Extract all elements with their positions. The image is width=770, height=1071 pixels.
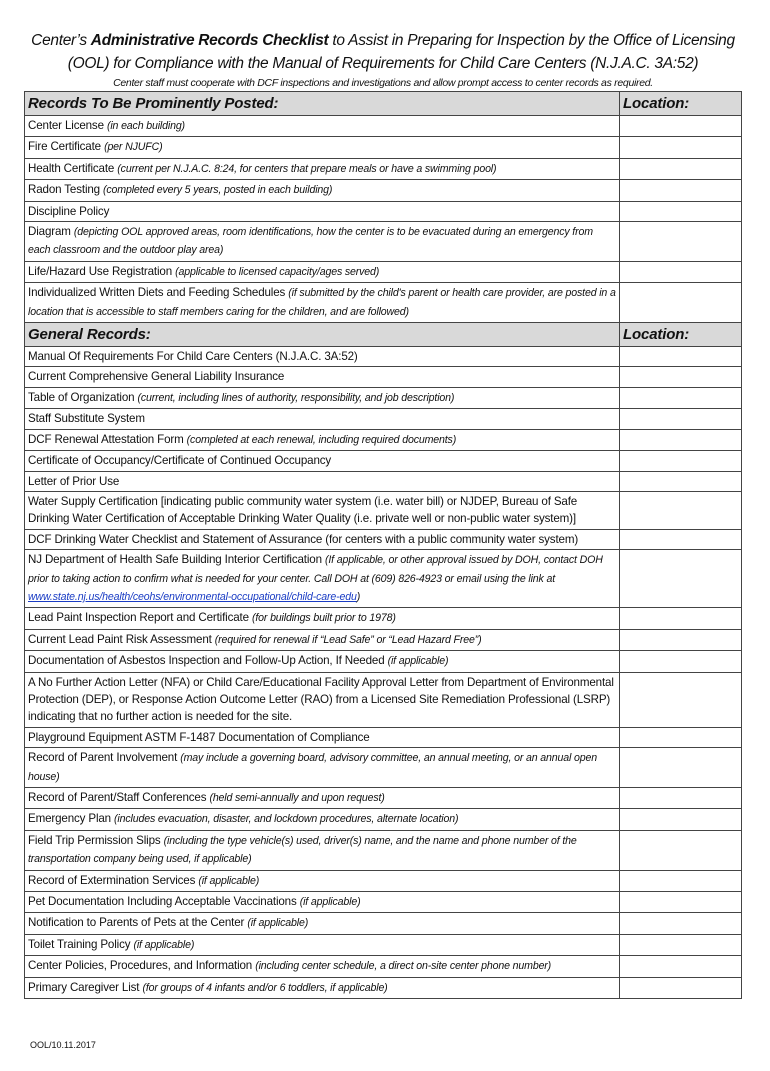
location-header: Location: bbox=[620, 92, 742, 116]
item-note: (including center schedule, a direct on-site center phone number) bbox=[255, 960, 552, 973]
table-row bbox=[25, 347, 742, 367]
item-note: (held semi-annually and upon request) bbox=[209, 792, 385, 804]
table-row bbox=[25, 261, 742, 282]
location-field[interactable] bbox=[620, 409, 742, 429]
item-name: Current Comprehensive General Liability Insurance bbox=[28, 370, 285, 384]
title bbox=[24, 29, 742, 52]
table-row bbox=[25, 409, 742, 429]
location-field[interactable] bbox=[620, 913, 742, 934]
item-name: Health Certificate bbox=[28, 161, 118, 175]
table-row bbox=[25, 283, 742, 323]
item-note: (may include a governing board, advisory committee, an annual meeting, or an annual open house) bbox=[28, 752, 597, 783]
item-note: (current, including lines of authority, responsibility, and job description) bbox=[137, 391, 455, 404]
location-field[interactable] bbox=[620, 934, 742, 955]
item-note: (completed at each renewal, including required documents) bbox=[186, 433, 457, 446]
item-cell bbox=[25, 429, 620, 450]
item-note: (including the type vehicle(s) used, driver(s) name, and the name and phone number of the transportation company being used, if applicable) bbox=[28, 834, 577, 866]
table-row bbox=[25, 809, 742, 830]
location-field[interactable] bbox=[620, 727, 742, 747]
item-name: Fire Certificate bbox=[28, 140, 105, 154]
item-cell bbox=[25, 261, 620, 282]
item-name: Individualized Written Diets and Feeding Schedules bbox=[28, 286, 289, 300]
location-field[interactable] bbox=[620, 471, 742, 491]
item-name: DCF Renewal Attestation Form bbox=[28, 432, 187, 446]
records-table bbox=[24, 91, 742, 999]
table-row bbox=[25, 529, 742, 549]
item-name: Pet Documentation Including Acceptable Vaccinations bbox=[28, 895, 300, 909]
item-cell bbox=[25, 201, 620, 221]
subtitle: Center staff must cooperate with DCF inspections and investigations and allow prompt access to center records as required. bbox=[113, 77, 653, 89]
location-field[interactable] bbox=[620, 672, 742, 727]
table-row bbox=[25, 956, 742, 977]
location-field[interactable] bbox=[620, 451, 742, 471]
section-header bbox=[25, 323, 742, 347]
item-note: (current per N.J.A.C. 8:24, for centers that prepare meals or have a swimming pool) bbox=[117, 162, 497, 175]
item-cell bbox=[25, 222, 620, 262]
item-name: Water Supply Certification [indicating public community water system (i.e. water bill) or NJDEP, Bureau of Safe Drinking Water Certification of Acceptable Drinking Water Quality (i.e. private well or non-public water system)] bbox=[28, 494, 578, 526]
item-cell bbox=[25, 283, 620, 323]
item-note: (for groups of 4 infants and/or 6 toddlers, if applicable) bbox=[142, 981, 388, 994]
item-note: (includes evacuation, disaster, and lockdown procedures, alternate location) bbox=[114, 813, 459, 826]
location-field[interactable] bbox=[620, 977, 742, 998]
table-row bbox=[25, 629, 742, 650]
item-name: NJ Department of Health Safe Building Interior Certification bbox=[28, 553, 325, 567]
item-cell bbox=[25, 913, 620, 934]
section-header bbox=[25, 92, 742, 116]
item-cell bbox=[25, 116, 620, 137]
location-field[interactable] bbox=[620, 347, 742, 367]
location-field[interactable] bbox=[620, 201, 742, 221]
item-cell bbox=[25, 830, 620, 870]
item-name: Documentation of Asbestos Inspection and Follow-Up Action, If Needed bbox=[28, 654, 388, 668]
item-cell bbox=[25, 934, 620, 955]
item-name: Staff Substitute System bbox=[28, 412, 145, 426]
item-note: (if applicable) bbox=[247, 917, 309, 930]
location-field[interactable] bbox=[620, 788, 742, 809]
item-name: DCF Drinking Water Checklist and Statement of Assurance (for centers with a public community water system) bbox=[28, 532, 579, 546]
footer-code: OOL/10.11.2017 bbox=[30, 1040, 96, 1051]
item-cell bbox=[25, 608, 620, 629]
table-row bbox=[25, 651, 742, 672]
item-name: Record of Parent/Staff Conferences bbox=[28, 791, 210, 804]
item-note: (If applicable, or other approval issued by DOH, contact DOH prior to taking action to confirm what is needed for your center. Call DOH at (609) 826-4923 or email using the link at bbox=[28, 554, 603, 585]
table-row bbox=[25, 748, 742, 788]
title-bold: Administrative Records Checklist bbox=[90, 32, 329, 49]
table-row bbox=[25, 892, 742, 913]
table-row bbox=[25, 870, 742, 891]
table-row bbox=[25, 116, 742, 137]
item-name: Playground Equipment ASTM F-1487 Documentation of Compliance bbox=[28, 730, 370, 744]
item-note: (applicable to licensed capacity/ages served) bbox=[175, 265, 380, 278]
item-cell bbox=[25, 158, 620, 179]
table-row bbox=[25, 727, 742, 747]
checklist bbox=[24, 29, 742, 999]
table-row bbox=[25, 429, 742, 450]
item-cell bbox=[25, 748, 620, 788]
table-row bbox=[25, 180, 742, 201]
location-field[interactable] bbox=[620, 491, 742, 529]
location-field[interactable] bbox=[620, 158, 742, 179]
item-cell bbox=[25, 387, 620, 408]
location-field[interactable] bbox=[620, 608, 742, 629]
item-cell bbox=[25, 892, 620, 913]
item-cell bbox=[25, 137, 620, 158]
item-cell bbox=[25, 629, 620, 650]
section-title: Records To Be Prominently Posted: bbox=[25, 92, 620, 116]
item-name: Life/Hazard Use Registration bbox=[28, 264, 176, 278]
item-cell bbox=[25, 347, 620, 367]
doh-link[interactable]: www.state.nj.us/health/ceohs/environmental-occupational/child-care-edu bbox=[28, 590, 357, 603]
table-row bbox=[25, 913, 742, 934]
item-note-end: ) bbox=[356, 590, 361, 603]
location-field[interactable] bbox=[620, 748, 742, 788]
table-row bbox=[25, 367, 742, 387]
item-note: (required for renewal if “Lead Safe” or “Lead Hazard Free”) bbox=[214, 633, 482, 646]
item-cell bbox=[25, 788, 620, 809]
title-pre: Center’s bbox=[31, 32, 91, 49]
item-note: (if applicable) bbox=[387, 655, 449, 668]
item-name: Diagram bbox=[28, 225, 74, 239]
location-field[interactable] bbox=[620, 629, 742, 650]
item-name: Field Trip Permission Slips bbox=[28, 833, 164, 847]
location-field[interactable] bbox=[620, 222, 742, 262]
location-field[interactable] bbox=[620, 116, 742, 137]
table-row bbox=[25, 672, 742, 727]
location-field[interactable] bbox=[620, 956, 742, 977]
location-field[interactable] bbox=[620, 367, 742, 387]
item-note: (completed every 5 years, posted in each building) bbox=[103, 184, 333, 197]
location-field[interactable] bbox=[620, 261, 742, 282]
item-cell bbox=[25, 491, 620, 529]
item-note: (depicting OOL approved areas, room identifications, how the center is to be evacuated during an emergency from each classroom and the outdoor play area) bbox=[28, 226, 593, 257]
item-name: Lead Paint Inspection Report and Certificate bbox=[28, 611, 252, 625]
item-cell bbox=[25, 451, 620, 471]
item-note: (if applicable) bbox=[133, 938, 195, 951]
item-name: Center Policies, Procedures, and Information bbox=[28, 959, 256, 973]
table-row bbox=[25, 451, 742, 471]
location-field[interactable] bbox=[620, 830, 742, 870]
location-field[interactable] bbox=[620, 870, 742, 891]
item-name: Manual Of Requirements For Child Care Centers (N.J.A.C. 3A:52) bbox=[28, 350, 358, 364]
title-post: to Assist in Preparing for Inspection by the Office of Licensing bbox=[328, 32, 735, 49]
table-row bbox=[25, 222, 742, 262]
table-row bbox=[25, 608, 742, 629]
item-cell bbox=[25, 809, 620, 830]
location-field[interactable] bbox=[620, 892, 742, 913]
table-row bbox=[25, 830, 742, 870]
item-name: Current Lead Paint Risk Assessment bbox=[28, 632, 215, 646]
location-field[interactable] bbox=[620, 529, 742, 549]
item-name: Discipline Policy bbox=[28, 204, 110, 218]
location-field[interactable] bbox=[620, 429, 742, 450]
location-field[interactable] bbox=[620, 387, 742, 408]
item-cell bbox=[25, 471, 620, 491]
item-name: Certificate of Occupancy/Certificate of Continued Occupancy bbox=[28, 454, 332, 468]
item-name: Primary Caregiver List bbox=[28, 980, 143, 994]
item-cell bbox=[25, 550, 620, 608]
item-note: (per NJUFC) bbox=[104, 141, 163, 154]
location-field[interactable] bbox=[620, 550, 742, 608]
title-line2: (OOL) for Compliance with the Manual of Requirements for Child Care Centers (N.J.A.C. 3A:52) bbox=[67, 55, 699, 72]
location-field[interactable] bbox=[620, 651, 742, 672]
item-note: (for buildings built prior to 1978) bbox=[251, 612, 396, 625]
item-name: Notification to Parents of Pets at the Center bbox=[28, 916, 248, 930]
item-cell bbox=[25, 727, 620, 747]
item-note: (in each building) bbox=[106, 120, 185, 132]
item-note: (if applicable) bbox=[198, 874, 260, 887]
table-row bbox=[25, 201, 742, 221]
item-cell bbox=[25, 180, 620, 201]
item-cell bbox=[25, 672, 620, 727]
item-note: (if submitted by the child's parent or health care provider, are posted in a location that is accessible to staff members caring for the children, and are followed) bbox=[28, 287, 616, 318]
location-field[interactable] bbox=[620, 137, 742, 158]
item-cell bbox=[25, 977, 620, 998]
item-name: A No Further Action Letter (NFA) or Child Care/Educational Facility Approval Letter from Department of Environmental Protection (DEP), or Response Action Outcome Letter (RAO) from a Licensed Site Remediation Professional (LSRP) indicating that no further action is needed for the site. bbox=[28, 675, 614, 724]
table-row bbox=[25, 550, 742, 608]
item-name: Center License bbox=[28, 119, 107, 132]
item-name: Radon Testing bbox=[28, 183, 104, 197]
item-cell bbox=[25, 956, 620, 977]
table-row bbox=[25, 491, 742, 529]
item-name: Letter of Prior Use bbox=[28, 474, 120, 488]
location-field[interactable] bbox=[620, 809, 742, 830]
section-title: General Records: bbox=[25, 323, 620, 347]
table-row bbox=[25, 934, 742, 955]
item-cell bbox=[25, 870, 620, 891]
item-name: Table of Organization bbox=[28, 390, 138, 404]
item-note: (if applicable) bbox=[299, 896, 361, 909]
table-row bbox=[25, 977, 742, 998]
item-cell bbox=[25, 367, 620, 387]
item-cell bbox=[25, 651, 620, 672]
item-cell bbox=[25, 409, 620, 429]
item-name: Record of Extermination Services bbox=[28, 873, 199, 887]
table-row bbox=[25, 788, 742, 809]
table-row bbox=[25, 471, 742, 491]
location-field[interactable] bbox=[620, 180, 742, 201]
location-field[interactable] bbox=[620, 283, 742, 323]
table-row bbox=[25, 158, 742, 179]
item-cell bbox=[25, 529, 620, 549]
table-row bbox=[25, 137, 742, 158]
item-name: Toilet Training Policy bbox=[28, 937, 134, 951]
item-name: Record of Parent Involvement bbox=[28, 751, 181, 765]
table-row bbox=[25, 387, 742, 408]
location-header: Location: bbox=[620, 323, 742, 347]
item-name: Emergency Plan bbox=[28, 812, 115, 826]
